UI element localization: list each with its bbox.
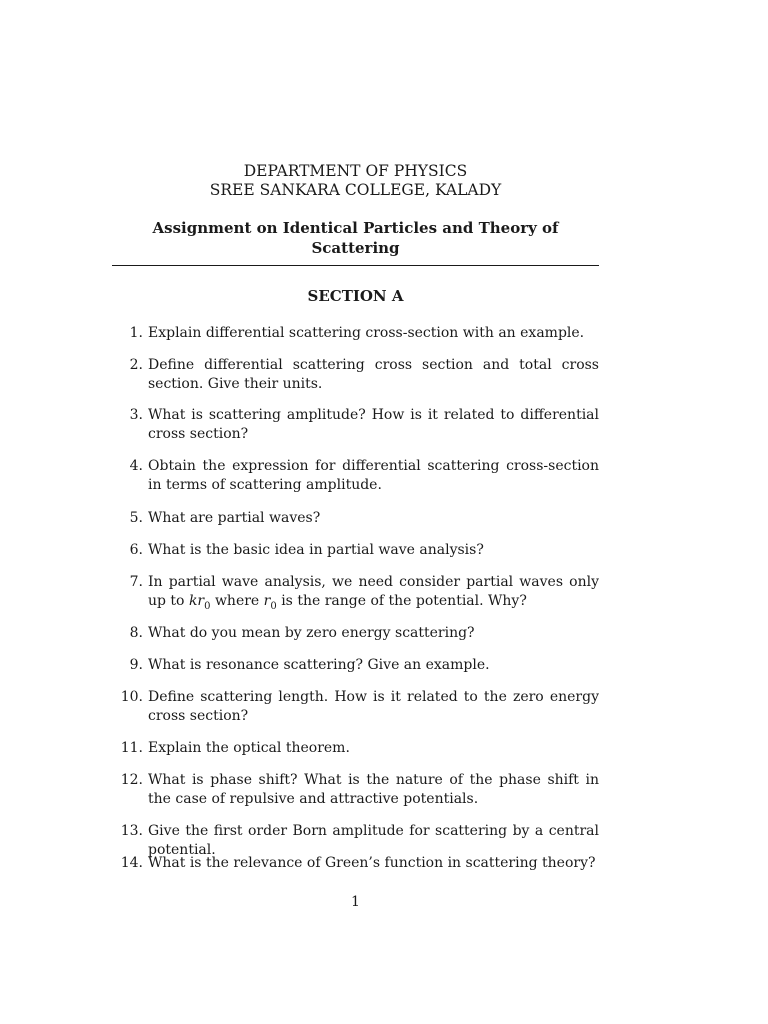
question-text: Explain the optical theorem. (148, 740, 350, 756)
question-item (112, 573, 599, 611)
math-subscript: 0 (204, 600, 211, 612)
question-text: Give the first order Born amplitude for scattering by a central potential. (148, 823, 599, 858)
question-item (112, 656, 599, 675)
question-text: Define differential scattering cross section and total cross section. Give their units. (148, 357, 599, 392)
question-number: 12. (120, 772, 143, 788)
question-item (112, 324, 599, 343)
question-item (112, 406, 599, 444)
question-text: Obtain the expression for differential scattering cross-section in terms of scattering amplitude. (148, 458, 599, 493)
question-number: 6. (129, 542, 143, 558)
question-item (112, 771, 599, 809)
college-heading: SREE SANKARA COLLEGE, KALADY (209, 181, 502, 199)
question-item (112, 624, 599, 643)
question-text: What is the relevance of Green’s function in scattering theory? (148, 855, 596, 871)
department-heading: DEPARTMENT OF PHYSICS (243, 162, 468, 180)
question-number: 7. (129, 574, 143, 590)
question-item (112, 541, 599, 560)
question-number: 8. (129, 625, 143, 641)
question-item (112, 739, 599, 758)
question-number: 3. (129, 407, 143, 423)
question-number: 4. (129, 458, 143, 474)
question-text: What are partial waves? (148, 510, 321, 526)
question-number: 5. (129, 510, 143, 526)
question-number: 13. (120, 823, 143, 839)
question-number: 9. (129, 657, 143, 673)
assignment-title: Assignment on Identical Particles and Theory of Scattering (152, 219, 559, 257)
question-number: 1. (129, 325, 143, 341)
question-text-part: is the range of the potential. Why? (276, 593, 527, 609)
question-text: What is scattering amplitude? How is it related to differential cross section? (148, 407, 599, 442)
question-number: 11. (120, 740, 143, 756)
question-text: Explain differential scattering cross-section with an example. (148, 325, 585, 341)
math-symbol: kr (188, 593, 205, 609)
question-text (148, 573, 599, 611)
question-item (112, 854, 599, 873)
question-item (112, 688, 599, 726)
question-text: Define scattering length. How is it related to the zero energy cross section? (148, 689, 599, 724)
question-number: 2. (129, 357, 143, 373)
page-number: 1 (351, 894, 360, 910)
math-symbol: r (263, 593, 271, 609)
horizontal-rule (112, 265, 599, 266)
question-text: What is resonance scattering? Give an example. (148, 657, 490, 673)
question-number: 10. (120, 689, 143, 705)
question-text: What is the basic idea in partial wave analysis? (148, 542, 484, 558)
question-item (112, 457, 599, 495)
question-number: 14. (120, 855, 143, 871)
question-item (112, 509, 599, 528)
question-text-part: In partial wave analysis, we need consider partial waves only up to (148, 574, 599, 609)
section-title: SECTION A (307, 287, 404, 305)
question-text: What do you mean by zero energy scattering? (148, 625, 475, 641)
question-text-part: where (210, 593, 264, 609)
math-subscript: 0 (270, 600, 277, 612)
question-item (112, 356, 599, 394)
question-text: What is phase shift? What is the nature of the phase shift in the case of repulsive and attractive potentials. (148, 772, 599, 807)
